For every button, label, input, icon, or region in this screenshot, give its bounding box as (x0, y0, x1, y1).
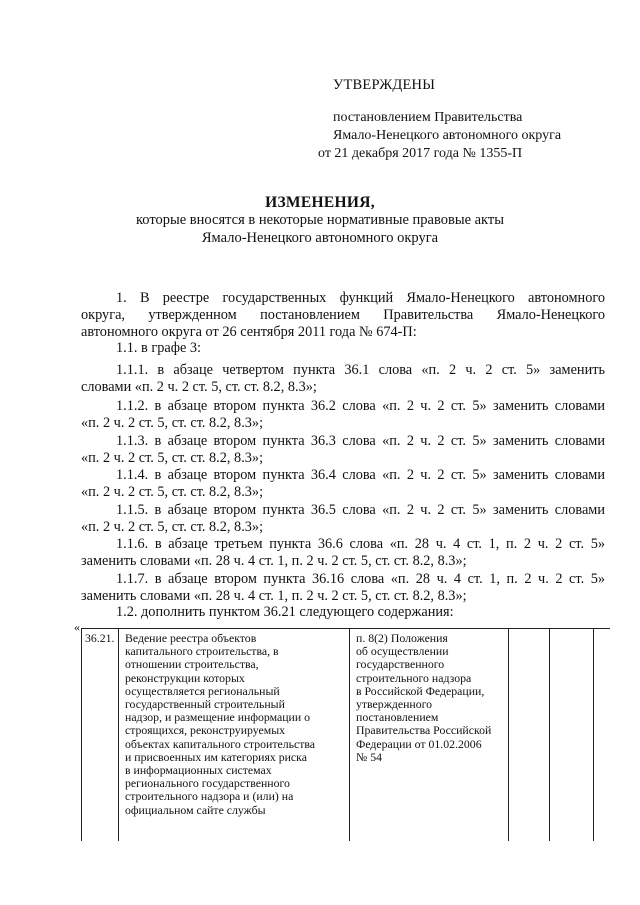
basis-line: государственного (356, 657, 445, 672)
description-line: капитального строительства, в (125, 644, 279, 659)
basis-line: постановлением (356, 710, 439, 725)
paragraph-line: округа, утвержденном постановлением Правительства Ямало-Ненецкого (81, 307, 605, 323)
description-line: регионального государственного (125, 776, 290, 791)
description-line: строящихся, реконструируемых (125, 723, 286, 738)
paragraph-line: 1. В реестре государственных функций Ямало-Ненецкого автономного (116, 290, 605, 306)
basis-line: в Российской Федерации, (356, 683, 485, 698)
description-line: отношении строительства, (125, 657, 259, 672)
paragraph-line: «п. 2 ч. 2 ст. 5, ст. ст. 8.2, 8.3»; (81, 519, 264, 535)
description-line: осуществляется региональный (125, 683, 280, 698)
approval-line: постановлением Правительства (333, 110, 523, 125)
paragraph-line: 1.1.1. в абзаце четвертом пункта 36.1 слова «п. 2 ч. 2 ст. 5» заменить (116, 362, 605, 378)
basis-line: об осуществлении (356, 644, 449, 659)
table-column-divider (508, 628, 509, 841)
document-subtitle: Ямало-Ненецкого автономного округа (201, 230, 439, 246)
paragraph-line: «п. 2 ч. 2 ст. 5, ст. ст. 8.2, 8.3»; (81, 450, 264, 466)
basis-line: Правительства Российской (356, 723, 492, 738)
description-line: реконструкции которых (125, 670, 245, 685)
table-top-border (81, 628, 610, 629)
basis-line: утвержденного (356, 697, 433, 712)
paragraph-line: словами «п. 2 ч. 2 ст. 5, ст. ст. 8.2, 8.3»; (81, 379, 317, 395)
approval-line: Ямало-Ненецкого автономного округа (333, 128, 562, 143)
description-line: государственный строительный (125, 697, 285, 712)
basis-line: п. 8(2) Положения (356, 631, 448, 645)
approval-title: УТВЕРЖДЕНЫ (333, 77, 436, 93)
paragraph-line: 1.1.7. в абзаце втором пункта 36.16 слова «п. 28 ч. 4 ст. 1, п. 2 ч. 2 ст. 5» (116, 571, 605, 587)
paragraph-line: «п. 2 ч. 2 ст. 5, ст. ст. 8.2, 8.3»; (81, 415, 264, 431)
document-heading: ИЗМЕНЕНИЯ, (265, 194, 375, 211)
paragraph-line: 1.2. дополнить пунктом 36.21 следующего содержания: (116, 604, 454, 620)
opening-quote-mark: « (74, 620, 80, 634)
paragraph-line: 1.1.6. в абзаце третьем пункта 36.6 слова «п. 28 ч. 4 ст. 1, п. 2 ч. 2 ст. 5» (116, 536, 605, 552)
description-line: и присвоенных им категориях риска (125, 749, 307, 764)
description-line: в информационных системах (125, 763, 272, 778)
table-column-divider (549, 628, 550, 841)
table-column-divider (118, 628, 119, 841)
paragraph-line: 1.1.3. в абзаце втором пункта 36.3 слова «п. 2 ч. 2 ст. 5» заменить словами (116, 433, 605, 449)
basis-line: строительного надзора (356, 670, 472, 685)
table-column-divider (349, 628, 350, 841)
description-line: надзор, и размещение информации о (125, 710, 311, 725)
table-cell-number: 36.21. (85, 631, 115, 645)
paragraph-line: 1.1.5. в абзаце втором пункта 36.5 слова «п. 2 ч. 2 ст. 5» заменить словами (116, 502, 605, 518)
table-cell-legal-basis (356, 632, 491, 764)
paragraph-line: автономного округа от 26 сентября 2011 года № 674-П: (81, 324, 417, 340)
paragraph-line: 1.1. в графе 3: (116, 340, 202, 356)
approval-line: от 21 декабря 2017 года № 1355-П (318, 146, 523, 161)
description-line: объектах капитального строительства (125, 736, 316, 751)
paragraph-line: заменить словами «п. 28 ч. 4 ст. 1, п. 2 ч. 2 ст. 5, ст. ст. 8.2, 8.3»; (81, 588, 467, 604)
table-cell-description (125, 632, 315, 817)
paragraph-line: заменить словами «п. 28 ч. 4 ст. 1, п. 2 ч. 2 ст. 5, ст. ст. 8.2, 8.3»; (81, 553, 467, 569)
basis-line: Федерации от 01.02.2006 (356, 736, 482, 751)
basis-line: № 54 (356, 749, 383, 764)
description-line: строительного надзора и (или) на (125, 789, 294, 804)
table-border (81, 628, 82, 841)
document-subtitle: которые вносятся в некоторые нормативные правовые акты (135, 212, 504, 228)
amendment-table (81, 628, 610, 841)
description-line: официальном сайте службы (125, 802, 266, 817)
table-column-divider (593, 628, 594, 841)
description-line: Ведение реестра объектов (125, 631, 257, 645)
paragraph-line: «п. 2 ч. 2 ст. 5, ст. ст. 8.2, 8.3»; (81, 484, 264, 500)
paragraph-line: 1.1.2. в абзаце втором пункта 36.2 слова «п. 2 ч. 2 ст. 5» заменить словами (116, 398, 605, 414)
paragraph-line: 1.1.4. в абзаце втором пункта 36.4 слова «п. 2 ч. 2 ст. 5» заменить словами (116, 467, 605, 483)
